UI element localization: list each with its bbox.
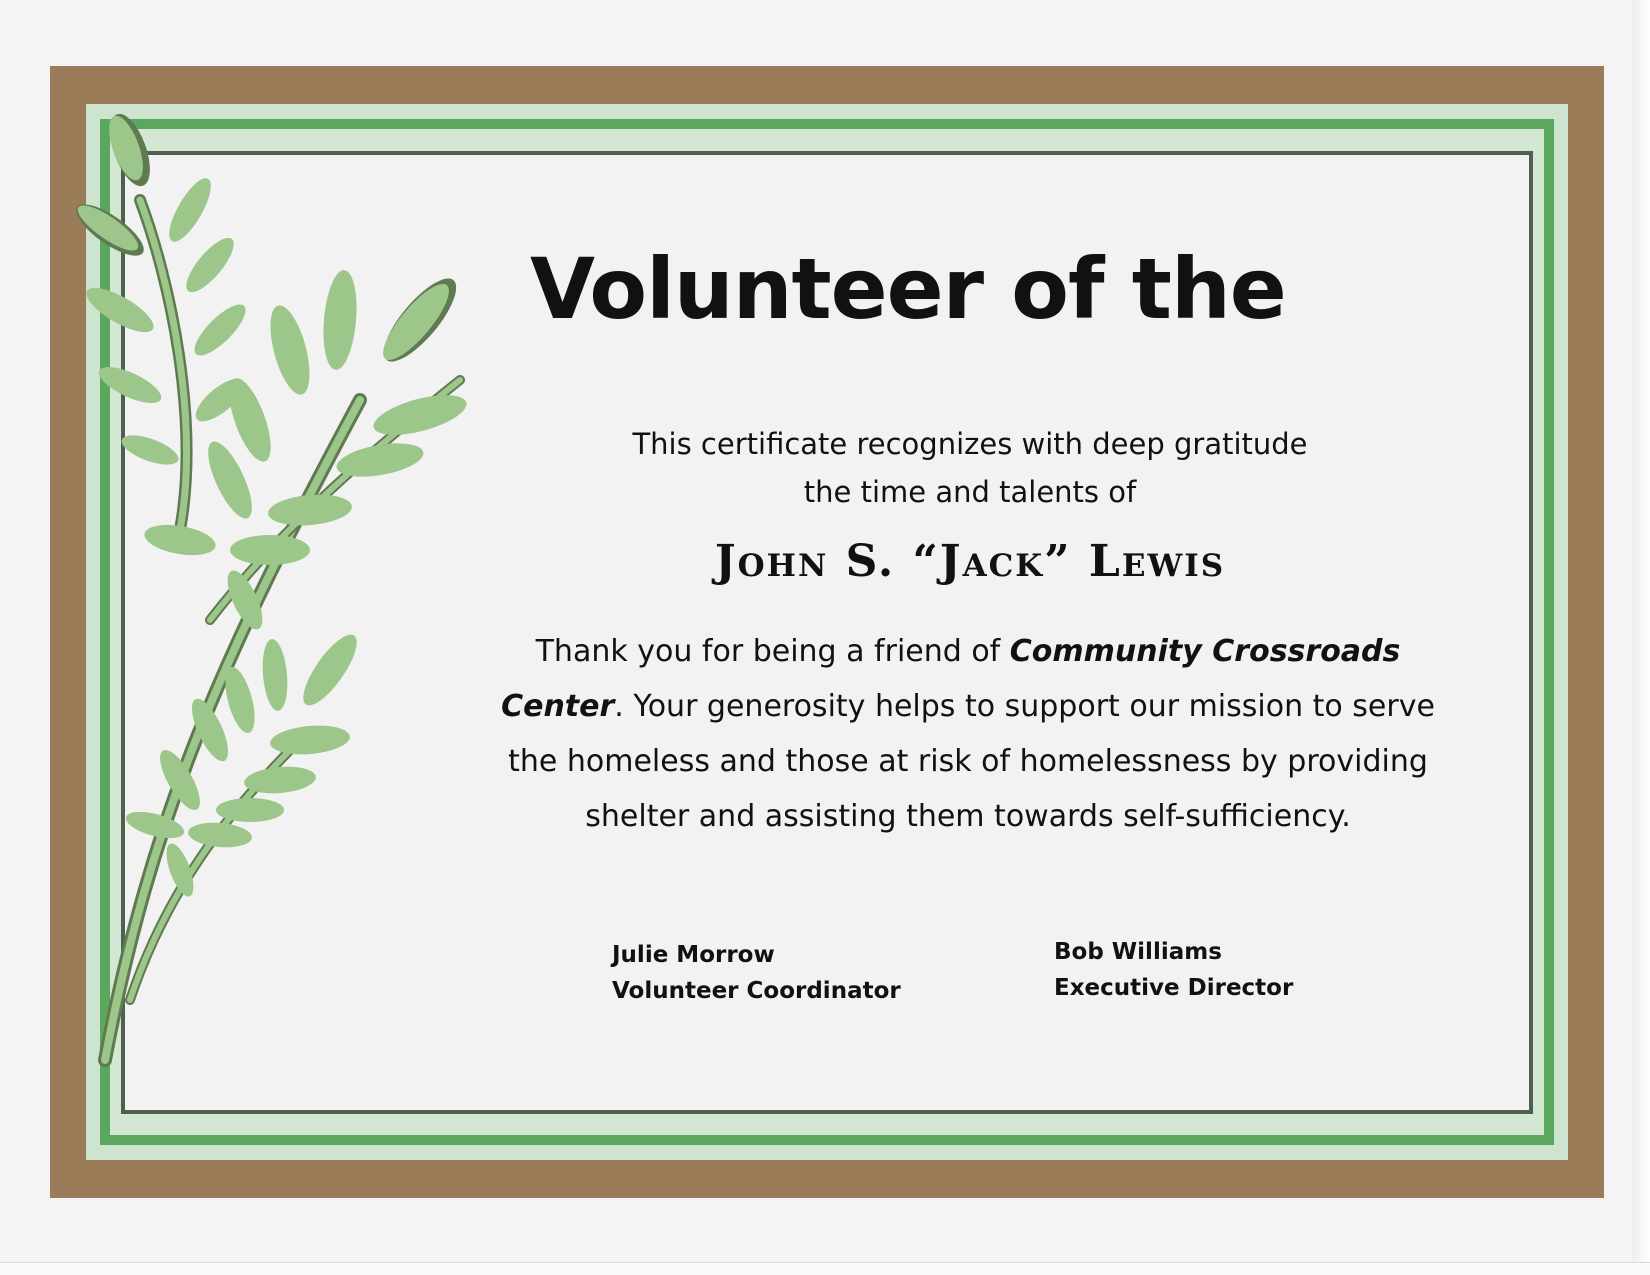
thank-you-message xyxy=(488,624,1448,844)
leaf-shapes xyxy=(69,109,470,900)
signatory-executive-director xyxy=(1054,934,1293,1006)
signatory-role: Volunteer Coordinator xyxy=(612,978,901,1004)
signatory-role: Executive Director xyxy=(1054,975,1294,1001)
recipient-name: John S. “Jack” Lewis xyxy=(714,536,1226,587)
recognition-line-2: the time and talents of xyxy=(803,475,1137,509)
thanks-body: . Your generosity helps to support our mission to serve the homeless and those at risk of homelessness by providing shelter and assisting them towards self-sufficiency. xyxy=(508,689,1435,834)
scan-edge xyxy=(1632,0,1650,1275)
thanks-prefix: Thank you for being a friend of xyxy=(535,634,1010,669)
leaf-branch-decoration xyxy=(60,100,520,1120)
certificate-title: Volunteer of the xyxy=(530,240,1286,338)
signatory-name: Julie Morrow xyxy=(612,942,775,968)
organization-name: Community Crossroads Center xyxy=(501,634,1401,724)
recognition-line-1: This certificate recognizes with deep gratitude xyxy=(632,427,1308,461)
signatory-name: Bob Williams xyxy=(1054,939,1222,965)
scan-edge xyxy=(0,1262,1650,1275)
signatory-volunteer-coordinator xyxy=(612,937,901,1009)
recognition-text xyxy=(570,420,1370,516)
